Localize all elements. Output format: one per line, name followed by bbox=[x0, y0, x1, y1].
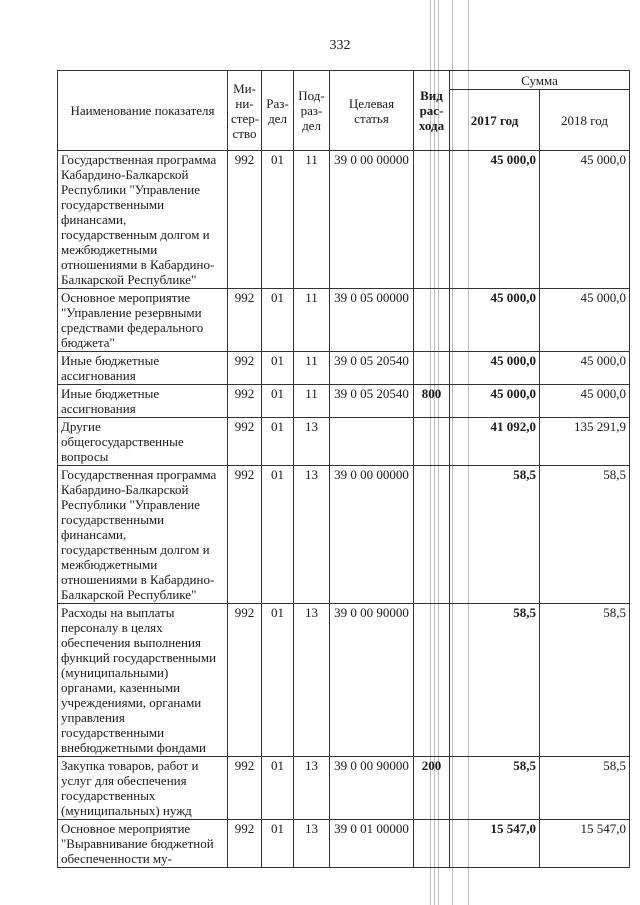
row-2018: 45 000,0 bbox=[540, 151, 630, 289]
header-name: Наименование показателя bbox=[58, 71, 228, 151]
row-expense bbox=[414, 604, 450, 757]
row-name: Закупка товаров, работ и услуг для обеспечения государственных (муниципальных) нужд bbox=[58, 757, 228, 820]
table-body bbox=[58, 151, 630, 868]
row-target: 39 0 00 00000 bbox=[330, 151, 414, 289]
row-expense bbox=[414, 151, 450, 289]
row-subsection: 11 bbox=[294, 151, 330, 289]
row-section: 01 bbox=[262, 757, 294, 820]
row-2017: 45 000,0 bbox=[450, 385, 540, 418]
table-row bbox=[58, 418, 630, 466]
row-ministry: 992 bbox=[228, 151, 262, 289]
row-2018: 58,5 bbox=[540, 604, 630, 757]
row-section: 01 bbox=[262, 385, 294, 418]
page-number: 332 bbox=[329, 38, 351, 53]
row-2017: 15 547,0 bbox=[450, 820, 540, 868]
row-section: 01 bbox=[262, 466, 294, 604]
header-year-2018: 2018 год bbox=[540, 90, 630, 151]
row-ministry: 992 bbox=[228, 385, 262, 418]
row-name: Иные бюджетные ассигнования bbox=[58, 385, 228, 418]
row-2018: 45 000,0 bbox=[540, 385, 630, 418]
table-row bbox=[58, 385, 630, 418]
row-2018: 45 000,0 bbox=[540, 289, 630, 352]
row-expense bbox=[414, 352, 450, 385]
row-section: 01 bbox=[262, 151, 294, 289]
table-row bbox=[58, 151, 630, 289]
row-2018: 45 000,0 bbox=[540, 352, 630, 385]
row-target: 39 0 00 00000 bbox=[330, 466, 414, 604]
row-expense bbox=[414, 820, 450, 868]
row-ministry: 992 bbox=[228, 289, 262, 352]
row-section: 01 bbox=[262, 820, 294, 868]
row-section: 01 bbox=[262, 352, 294, 385]
row-expense bbox=[414, 418, 450, 466]
row-name: Государственная программа Кабардино-Балкарской Республики "Управление государственными финансами, государственным долгом и межбюджетными отношениями в Кабардино-Балкарской Республике" bbox=[58, 151, 228, 289]
header-subsection: Под-раз-дел bbox=[294, 71, 330, 151]
row-subsection: 11 bbox=[294, 352, 330, 385]
row-target: 39 0 05 00000 bbox=[330, 289, 414, 352]
row-subsection: 13 bbox=[294, 466, 330, 604]
budget-table bbox=[57, 70, 630, 868]
row-ministry: 992 bbox=[228, 466, 262, 604]
header-section: Раз-дел bbox=[262, 71, 294, 151]
row-expense bbox=[414, 289, 450, 352]
row-name: Расходы на выплаты персоналу в целях обеспечения выполнения функций государственными (муниципальными) органами, казенными учреждениями, органами управления государственными внебюджетными фондами bbox=[58, 604, 228, 757]
row-subsection: 11 bbox=[294, 289, 330, 352]
row-2018: 15 547,0 bbox=[540, 820, 630, 868]
row-2017: 58,5 bbox=[450, 466, 540, 604]
row-2017: 45 000,0 bbox=[450, 151, 540, 289]
row-ministry: 992 bbox=[228, 352, 262, 385]
row-2018: 135 291,9 bbox=[540, 418, 630, 466]
row-section: 01 bbox=[262, 604, 294, 757]
row-2017: 45 000,0 bbox=[450, 352, 540, 385]
row-ministry: 992 bbox=[228, 418, 262, 466]
row-section: 01 bbox=[262, 418, 294, 466]
header-expense-type: Вид рас-хода bbox=[414, 71, 450, 151]
row-2018: 58,5 bbox=[540, 757, 630, 820]
row-section: 01 bbox=[262, 289, 294, 352]
row-ministry: 992 bbox=[228, 757, 262, 820]
row-expense: 200 bbox=[414, 757, 450, 820]
header-ministry: Ми-ни-стер-ство bbox=[228, 71, 262, 151]
table-row bbox=[58, 466, 630, 604]
row-target: 39 0 01 00000 bbox=[330, 820, 414, 868]
row-name: Основное мероприятие "Выравнивание бюджетной обеспеченности му- bbox=[58, 820, 228, 868]
row-subsection: 13 bbox=[294, 820, 330, 868]
row-name: Другие общегосударственные вопросы bbox=[58, 418, 228, 466]
row-target: 39 0 00 90000 bbox=[330, 757, 414, 820]
row-name: Иные бюджетные ассигнования bbox=[58, 352, 228, 385]
table-row bbox=[58, 289, 630, 352]
row-name: Государственная программа Кабардино-Балкарской Республики "Управление государственными финансами, государственным долгом и межбюджетными отношениями в Кабардино-Балкарской Республике" bbox=[58, 466, 228, 604]
row-2017: 45 000,0 bbox=[450, 289, 540, 352]
table-row bbox=[58, 820, 630, 868]
row-subsection: 13 bbox=[294, 757, 330, 820]
row-2017: 58,5 bbox=[450, 757, 540, 820]
row-name: Основное мероприятие "Управление резервными средствами федерального бюджета" bbox=[58, 289, 228, 352]
header-target: Целевая статья bbox=[330, 71, 414, 151]
row-subsection: 11 bbox=[294, 385, 330, 418]
header-sum: Сумма bbox=[450, 71, 630, 90]
row-subsection: 13 bbox=[294, 604, 330, 757]
row-target bbox=[330, 418, 414, 466]
row-expense bbox=[414, 466, 450, 604]
row-2018: 58,5 bbox=[540, 466, 630, 604]
row-2017: 58,5 bbox=[450, 604, 540, 757]
row-target: 39 0 05 20540 bbox=[330, 352, 414, 385]
row-target: 39 0 05 20540 bbox=[330, 385, 414, 418]
table-row bbox=[58, 352, 630, 385]
row-ministry: 992 bbox=[228, 820, 262, 868]
table-row bbox=[58, 757, 630, 820]
table-row bbox=[58, 604, 630, 757]
row-ministry: 992 bbox=[228, 604, 262, 757]
row-2017: 41 092,0 bbox=[450, 418, 540, 466]
row-subsection: 13 bbox=[294, 418, 330, 466]
row-target: 39 0 00 90000 bbox=[330, 604, 414, 757]
row-expense: 800 bbox=[414, 385, 450, 418]
header-year-2017: 2017 год bbox=[450, 90, 540, 151]
